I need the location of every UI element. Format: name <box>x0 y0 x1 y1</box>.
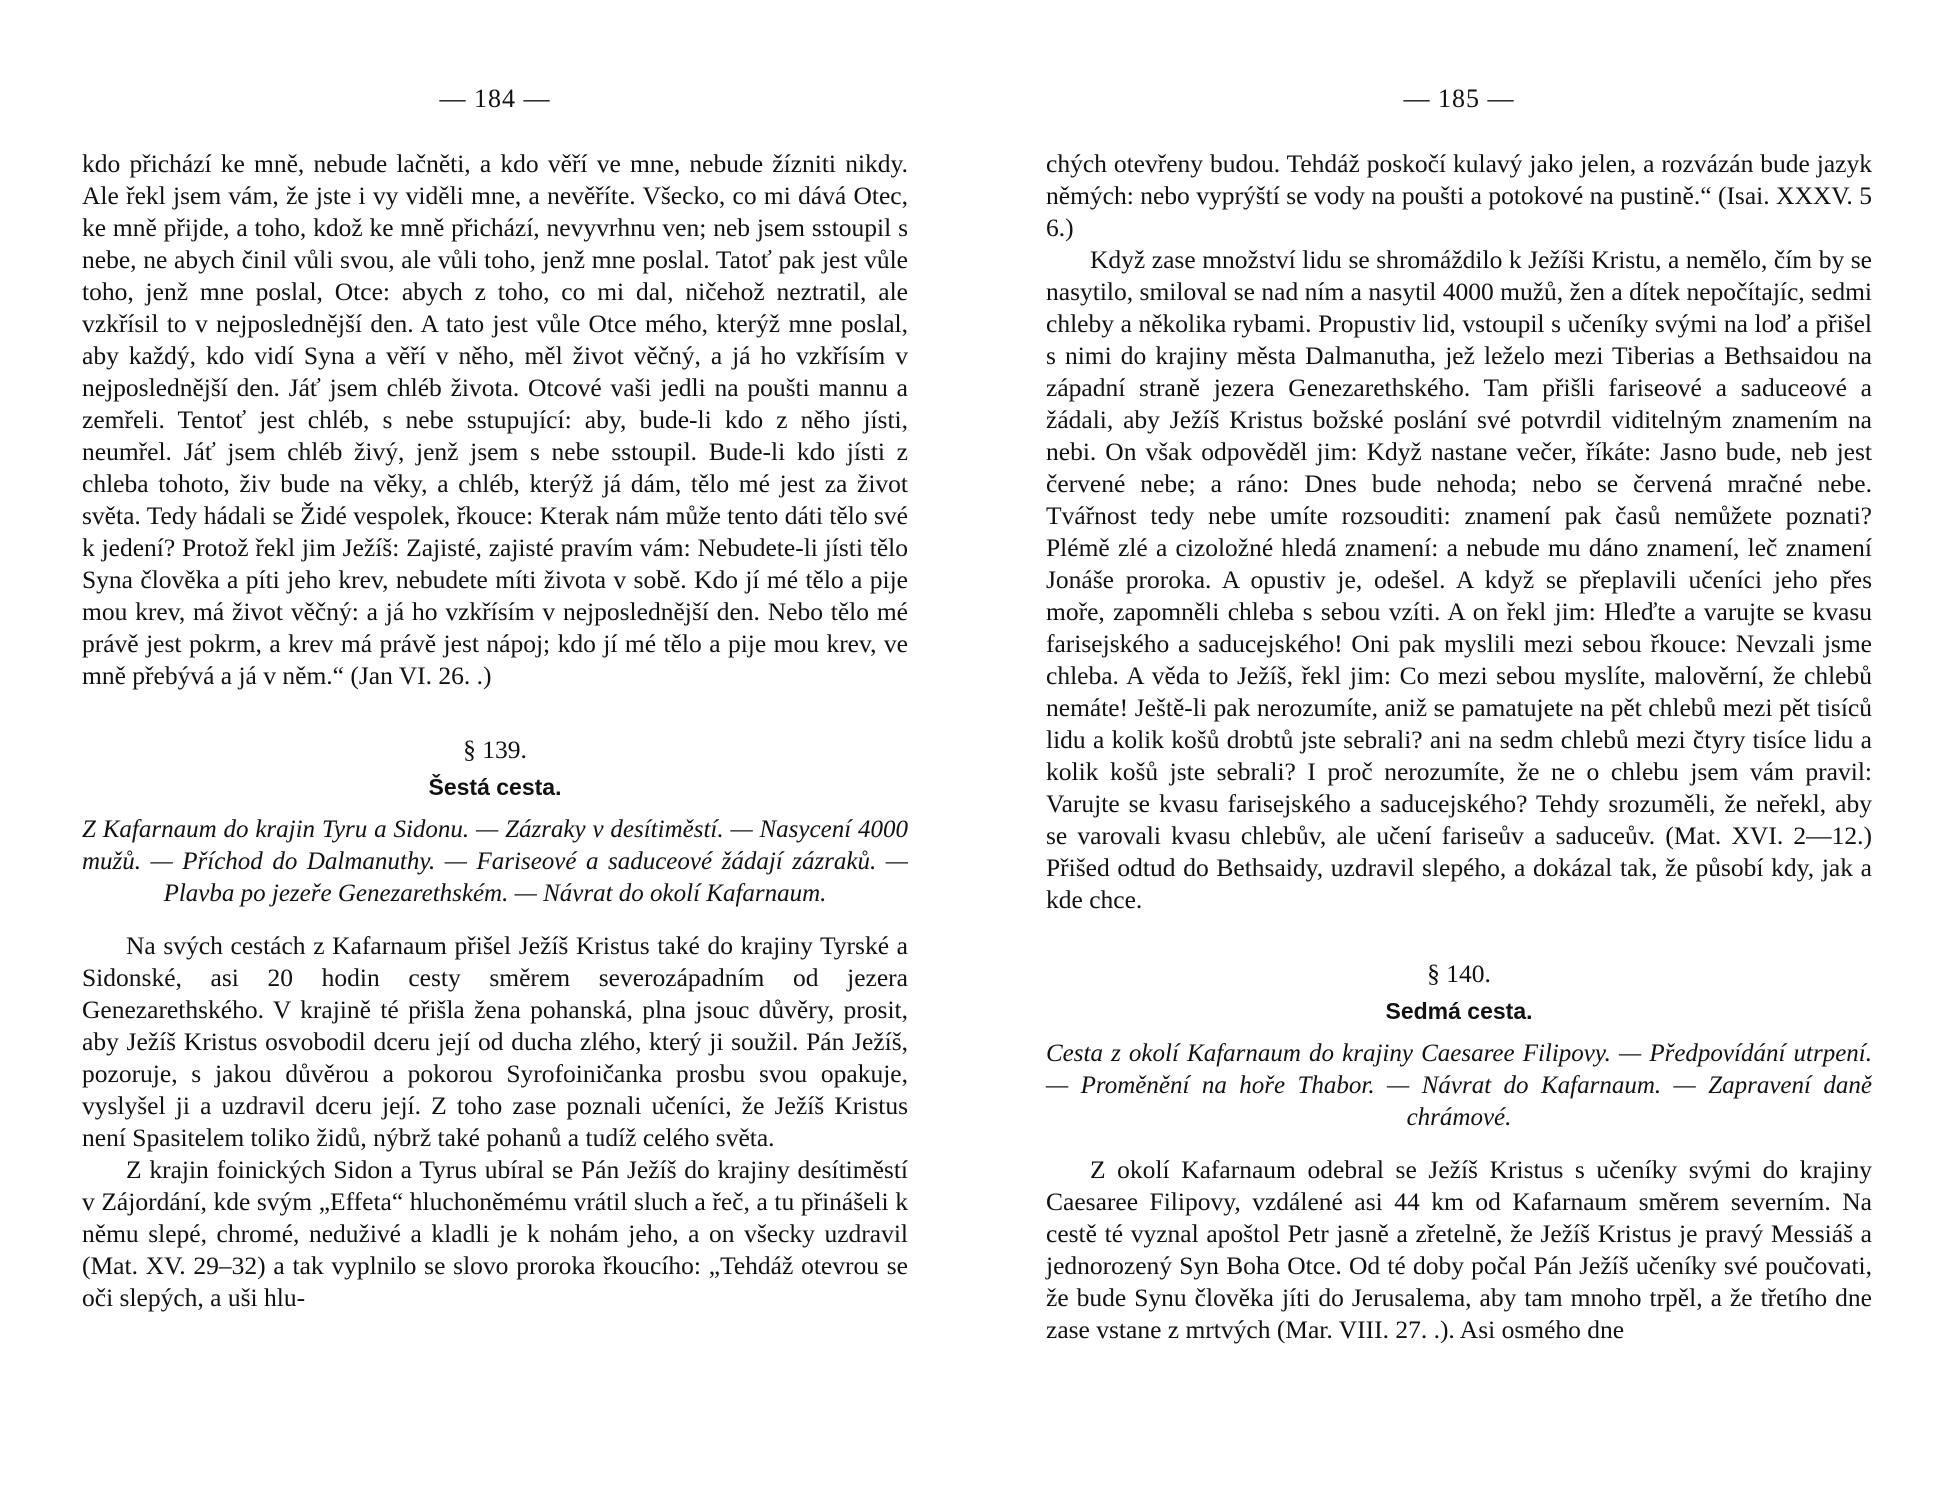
paragraph: kdo přichází ke mně, nebude lačněti, a kdo věří ve mne, nebude žízniti nikdy. Ale řekl jsem vám, že jste i vy viděli mne, a nevěříte. Všecko, co mi dává Otec, ke mně přijde, a toho, kdož ke mně přichází, nevyvrhnu ven; neb jsem sstoupil s nebe, ne abych činil vůli svou, ale vůli toho, jenž mne poslal. Tatoť pak jest vůle toho, jenž mne poslal, Otce: abych z toho, co mi dal, ničehož neztratil, ale vzkřísil to v nejposlednější den. A tato jest vůle Otce mého, kterýž mne poslal, aby každý, kdo vidí Syna a věří v něho, měl život věčný, a já ho vzkřísím v nejposlednější den. Jáť jsem chléb života. Otcové vaši jedli na poušti mannu a zemřeli. Tentoť jest chléb, s nebe sstupující: aby, bude-li kdo z něho jísti, neumřel. Jáť jsem chléb živý, jenž jsem s nebe sstoupil. Bude-li kdo jísti z chleba tohoto, živ bude na věky, a chléb, kterýž já dám, tělo mé jest za život světa. Tedy hádali se Židé vespolek, řkouce: Kterak nám může tento dáti tělo své k jedení? Protož řekl jim Ježíš: Zajisté, zajisté pravím vám: Nebudete-li jísti tělo Syna člověka a píti jeho krev, nebudete míti života v sobě. Kdo jí mé tělo a pije mou krev, má život věčný: a já ho vzkřísím v nejposlednější den. Nebo tělo mé právě jest pokrm, a krev má právě jest nápoj; kdo jí mé tělo a pije mou krev, ve mně přebývá a já v něm.“ (Jan VI. 26. .) <box>82 149 908 690</box>
section-139 <box>82 734 908 1314</box>
paragraph: Když zase množství lidu se shromáždilo k Ježíši Kristu, a nemělo, čím by se nasytilo, smiloval se nad ním a nasytil 4000 mužů, žen a dítek nepočítajíc, sedmi chleby a několika rybami. Propustiv lid, vstoupil s učeníky svými na loď a přišel s nimi do krajiny města Dalmanutha, jež leželo mezi Tiberias a Bethsaidou na západní straně jezera Genezarethského. Tam přišli fariseové a saduceové a žádali, aby Ježíš Kristus božské poslání své potvrdil viditelným znamením na nebi. On však odpověděl jim: Když nastane večer, říkáte: Jasno bude, neb jest červené nebe; a ráno: Dnes bude nehoda; nebo se červená mračné nebe. Tvářnost tedy nebe umíte rozsouditi: znamení pak časů nemůžete poznati? Plémě zlé a cizoložné hledá znamení: a nebude mu dáno znamení, leč znamení Jonáše proroka. A opustiv je, odešel. A když se přeplavili učeníci jeho přes moře, zapomněli chleba s sebou vzíti. A on řekl jim: Hleďte a varujte se kvasu farisejského a saducejského! Oni pak myslili mezi sebou řkouce: Nevzali jsme chleba. A věda to Ježíš, řekl jim: Co mezi sebou myslíte, malověrní, že chlebů nemáte! Ještě-li pak nerozumíte, aniž se pamatujete na pět chlebů mezi pět tisíců lidu a kolik košů drobtů jste sebrali? ani na sedm chlebů mezi čtyry tisíce lidu a kolik košů jste sebrali? I proč nerozumíte, že ne o chlebu jsem vám pravil: Varujte se kvasu farisejského a saducejského? Tehdy srozuměli, že neřekl, aby se varovali kvasu chlebův, ale učení fariseův a saduceův. (Mat. XVI. 2—12.) Přišed odtud do Bethsaidy, uzdravil slepého, a dokázal tak, že působí kdy, jak a kde chce. <box>1046 245 1872 914</box>
paragraph: Z krajin foinických Sidon a Tyrus ubíral se Pán Ježíš do krajiny desítiměstí v Zájordání, kde svým „Effeta“ hluchoněmému vrátil sluch a řeč, a tu přinášeli k němu slepé, chromé, neduživé a kladli je k nohám jeho, a on všecky uzdravil (Mat. XV. 29–32) a tak vyplnilo se slovo proroka řkoucího: „Tehdáž otevrou se oči slepých, a uši hlu- <box>82 1155 908 1312</box>
left-page <box>82 0 908 1500</box>
section-summary: Cesta z okolí Kafarnaum do krajiny Caesaree Filipovy. — Předpovídání utrpení. — Proměnění na hoře Thabor. — Návrat do Kafarnaum. — Zapravení daně chrámové. <box>1046 1040 1872 1131</box>
page-number: — 184 — <box>439 84 551 113</box>
section-summary: Z Kafarnaum do krajin Tyru a Sidonu. — Zázraky v desítiměstí. — Nasycení 4000 mužů. — Příchod do Dalmanuthy. — Fariseové a saduceové žádají zázraků. — Plavba po jezeře Genezarethském. — Návrat do okolí Kafarnaum. <box>82 816 908 907</box>
paragraph: Na svých cestách z Kafarnaum přišel Ježíš Kristus také do krajiny Tyrské a Sidonské, asi 20 hodin cesty směrem severozápadním od jezera Genezarethského. V krajině té přišla žena pohanská, plna jsouc důvěry, prosit, aby Ježíš Kristus osvobodil dceru její od ducha zlého, který ji soužil. Pán Ježíš, pozoruje, s jakou důvěrou a pokorou Syrofoiničanka prosbu svou opakuje, vyslyšel ji a uzdravil dceru její. Z toho zase poznali učeníci, že Ježíš Kristus není Spasitelem toliko židů, nýbrž také pohanů a tudíž celého světa. <box>82 931 908 1152</box>
paragraph: Z okolí Kafarnaum odebral se Ježíš Kristus s učeníky svými do krajiny Caesaree Filipovy, vzdálené asi 44 km od Kafarnaum směrem severním. Na cestě té vyznal apoštol Petr jasně a zřetelně, že Ježíš Kristus je pravý Messiáš a jednorozený Syn Boha Otce. Od té doby počal Pán Ježíš učeníky své poučovati, že bude Synu člověka jíti do Jerusalema, aby tam mnoho trpěl, a že třetího dne zase vstane z mrtvých (Mar. VIII. 27. .). Asi osmého dne <box>1046 1155 1872 1344</box>
section-140 <box>1046 958 1872 1346</box>
page-body <box>82 148 908 1314</box>
page-number: — 185 — <box>1403 84 1515 113</box>
section-number: § 139. <box>463 735 527 764</box>
section-title: Šestá cesta. <box>428 774 562 800</box>
section-title: Sedmá cesta. <box>1385 998 1533 1024</box>
page-body <box>1046 148 1872 1346</box>
right-page <box>1046 0 1872 1500</box>
paragraph: chých otevřeny budou. Tehdáž poskočí kulavý jako jelen, a rozvázán bude jazyk němých: nebo vyprýští se vody na poušti a potokové na pustině.“ (Isai. XXXV. 5 6.) <box>1046 149 1872 242</box>
section-number: § 140. <box>1427 959 1491 988</box>
